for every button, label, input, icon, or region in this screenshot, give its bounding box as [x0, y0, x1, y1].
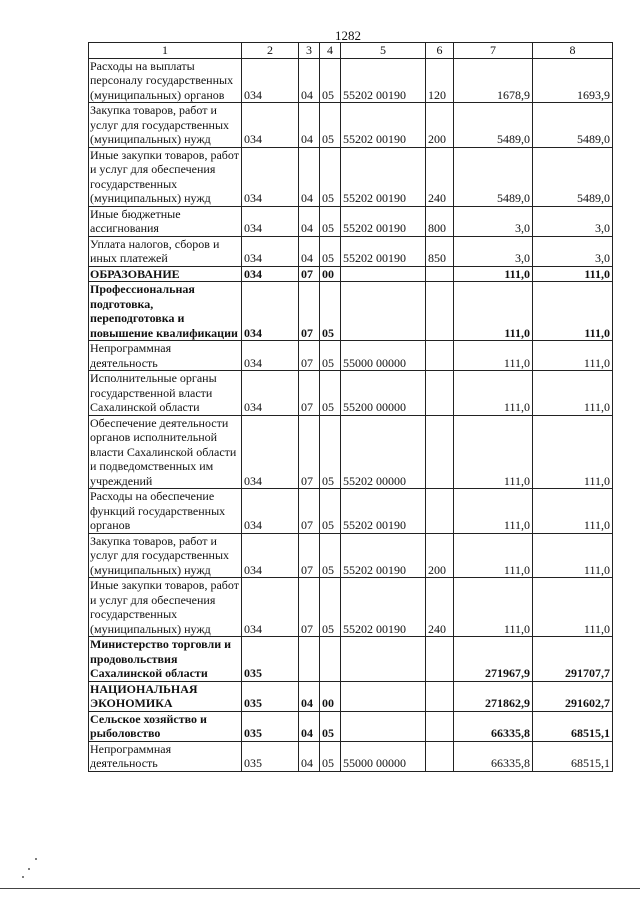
amount-year-2: 291707,7 [533, 637, 613, 682]
amount-year-2: 111,0 [533, 282, 613, 341]
ministry-code: 034 [242, 236, 299, 266]
section-code: 07 [299, 371, 320, 416]
subsection-code: 05 [320, 58, 341, 103]
amount-year-2: 111,0 [533, 415, 613, 489]
expense-type-code: 200 [426, 533, 454, 578]
amount-year-1: 111,0 [454, 371, 533, 416]
ministry-code: 035 [242, 681, 299, 711]
subsection-code: 05 [320, 206, 341, 236]
target-article-code [341, 282, 426, 341]
row-name: Профессиональная подготовка, переподготовка и повышение квалификации [89, 282, 242, 341]
section-code: 04 [299, 711, 320, 741]
target-article-code: 55202 00190 [341, 533, 426, 578]
amount-year-1: 3,0 [454, 236, 533, 266]
expense-type-code: 120 [426, 58, 454, 103]
expense-type-code: 800 [426, 206, 454, 236]
expense-type-code [426, 711, 454, 741]
target-article-code [341, 637, 426, 682]
subsection-code [320, 637, 341, 682]
amount-year-2: 5489,0 [533, 147, 613, 206]
target-article-code [341, 266, 426, 282]
target-article-code: 55202 00190 [341, 578, 426, 637]
amount-year-2: 68515,1 [533, 741, 613, 771]
table-row [89, 266, 613, 282]
ministry-code: 034 [242, 58, 299, 103]
table-row [89, 58, 613, 103]
subsection-code: 05 [320, 341, 341, 371]
table-row [89, 282, 613, 341]
section-code: 07 [299, 266, 320, 282]
ministry-code: 035 [242, 741, 299, 771]
header-cell: 8 [533, 43, 613, 59]
budget-table [88, 42, 613, 772]
subsection-code: 05 [320, 533, 341, 578]
subsection-code: 05 [320, 489, 341, 534]
target-article-code [341, 681, 426, 711]
subsection-code: 05 [320, 711, 341, 741]
ministry-code: 034 [242, 489, 299, 534]
table-row [89, 206, 613, 236]
row-name: Обеспечение деятельности органов исполнительной власти Сахалинской области и подведомственных им учреждений [89, 415, 242, 489]
subsection-code: 05 [320, 578, 341, 637]
subsection-code: 00 [320, 681, 341, 711]
scan-speck [28, 868, 30, 870]
table-row [89, 533, 613, 578]
target-article-code: 55200 00000 [341, 371, 426, 416]
amount-year-1: 111,0 [454, 489, 533, 534]
subsection-code: 05 [320, 147, 341, 206]
target-article-code: 55202 00190 [341, 58, 426, 103]
amount-year-1: 271967,9 [454, 637, 533, 682]
ministry-code: 034 [242, 533, 299, 578]
section-code: 07 [299, 533, 320, 578]
ministry-code: 034 [242, 415, 299, 489]
subsection-code: 05 [320, 371, 341, 416]
section-code [299, 637, 320, 682]
section-code: 04 [299, 681, 320, 711]
row-name: Сельское хозяйство и рыболовство [89, 711, 242, 741]
section-code: 07 [299, 282, 320, 341]
row-name: Расходы на обеспечение функций государственных органов [89, 489, 242, 534]
expense-type-code [426, 415, 454, 489]
header-cell: 5 [341, 43, 426, 59]
table-row [89, 236, 613, 266]
amount-year-1: 111,0 [454, 533, 533, 578]
ministry-code: 035 [242, 637, 299, 682]
subsection-code: 00 [320, 266, 341, 282]
row-name: Иные закупки товаров, работ и услуг для обеспечения государственных (муниципальных) нужд [89, 578, 242, 637]
amount-year-2: 111,0 [533, 266, 613, 282]
expense-type-code [426, 637, 454, 682]
scan-speck [35, 858, 37, 860]
amount-year-2: 111,0 [533, 533, 613, 578]
expense-type-code: 200 [426, 103, 454, 148]
table-row [89, 637, 613, 682]
section-code: 04 [299, 236, 320, 266]
subsection-code: 05 [320, 282, 341, 341]
amount-year-1: 111,0 [454, 578, 533, 637]
header-cell: 6 [426, 43, 454, 59]
ministry-code: 034 [242, 282, 299, 341]
row-name: Иные закупки товаров, работ и услуг для обеспечения государственных (муниципальных) нужд [89, 147, 242, 206]
scan-speck [22, 876, 24, 878]
amount-year-2: 68515,1 [533, 711, 613, 741]
target-article-code [341, 711, 426, 741]
table-row [89, 681, 613, 711]
table-row [89, 415, 613, 489]
amount-year-1: 111,0 [454, 341, 533, 371]
header-cell: 2 [242, 43, 299, 59]
bottom-rule [0, 888, 640, 889]
table-row [89, 578, 613, 637]
ministry-code: 034 [242, 206, 299, 236]
target-article-code: 55202 00190 [341, 147, 426, 206]
row-name: НАЦИОНАЛЬНАЯ ЭКОНОМИКА [89, 681, 242, 711]
row-name: Закупка товаров, работ и услуг для государственных (муниципальных) нужд [89, 103, 242, 148]
ministry-code: 035 [242, 711, 299, 741]
amount-year-1: 111,0 [454, 282, 533, 341]
header-cell: 3 [299, 43, 320, 59]
row-name: Исполнительные органы государственной власти Сахалинской области [89, 371, 242, 416]
expense-type-code [426, 282, 454, 341]
row-name: ОБРАЗОВАНИЕ [89, 266, 242, 282]
section-code: 07 [299, 341, 320, 371]
amount-year-1: 111,0 [454, 415, 533, 489]
amount-year-1: 66335,8 [454, 741, 533, 771]
section-code: 07 [299, 578, 320, 637]
table-row [89, 371, 613, 416]
expense-type-code: 240 [426, 578, 454, 637]
amount-year-2: 1693,9 [533, 58, 613, 103]
subsection-code: 05 [320, 236, 341, 266]
section-code: 04 [299, 147, 320, 206]
amount-year-2: 3,0 [533, 206, 613, 236]
target-article-code: 55202 00190 [341, 236, 426, 266]
row-name: Иные бюджетные ассигнования [89, 206, 242, 236]
target-article-code: 55202 00190 [341, 103, 426, 148]
table-row [89, 741, 613, 771]
amount-year-2: 111,0 [533, 341, 613, 371]
subsection-code: 05 [320, 741, 341, 771]
expense-type-code [426, 371, 454, 416]
subsection-code: 05 [320, 415, 341, 489]
row-name: Уплата налогов, сборов и иных платежей [89, 236, 242, 266]
target-article-code: 55202 00000 [341, 415, 426, 489]
row-name: Закупка товаров, работ и услуг для государственных (муниципальных) нужд [89, 533, 242, 578]
header-cell: 4 [320, 43, 341, 59]
header-cell: 7 [454, 43, 533, 59]
table-row [89, 147, 613, 206]
expense-type-code [426, 266, 454, 282]
target-article-code: 55000 00000 [341, 341, 426, 371]
target-article-code: 55000 00000 [341, 741, 426, 771]
target-article-code: 55202 00190 [341, 206, 426, 236]
target-article-code: 55202 00190 [341, 489, 426, 534]
row-name: Министерство торговли и продовольствия Сахалинской области [89, 637, 242, 682]
amount-year-1: 5489,0 [454, 147, 533, 206]
ministry-code: 034 [242, 371, 299, 416]
amount-year-2: 5489,0 [533, 103, 613, 148]
expense-type-code [426, 489, 454, 534]
amount-year-2: 3,0 [533, 236, 613, 266]
table-row [89, 711, 613, 741]
amount-year-1: 66335,8 [454, 711, 533, 741]
ministry-code: 034 [242, 578, 299, 637]
expense-type-code: 850 [426, 236, 454, 266]
section-code: 04 [299, 103, 320, 148]
table-row [89, 103, 613, 148]
row-name: Расходы на выплаты персоналу государственных (муниципальных) органов [89, 58, 242, 103]
section-code: 04 [299, 58, 320, 103]
amount-year-2: 111,0 [533, 578, 613, 637]
row-name: Непрограммная деятельность [89, 341, 242, 371]
subsection-code: 05 [320, 103, 341, 148]
ministry-code: 034 [242, 341, 299, 371]
amount-year-2: 291602,7 [533, 681, 613, 711]
amount-year-1: 1678,9 [454, 58, 533, 103]
row-name: Непрограммная деятельность [89, 741, 242, 771]
section-code: 04 [299, 741, 320, 771]
table-header-row [89, 43, 613, 59]
ministry-code: 034 [242, 147, 299, 206]
amount-year-2: 111,0 [533, 371, 613, 416]
section-code: 07 [299, 489, 320, 534]
amount-year-1: 111,0 [454, 266, 533, 282]
table-row [89, 489, 613, 534]
ministry-code: 034 [242, 266, 299, 282]
header-cell: 1 [89, 43, 242, 59]
section-code: 07 [299, 415, 320, 489]
section-code: 04 [299, 206, 320, 236]
expense-type-code: 240 [426, 147, 454, 206]
ministry-code: 034 [242, 103, 299, 148]
expense-type-code [426, 681, 454, 711]
amount-year-1: 5489,0 [454, 103, 533, 148]
page-number: 1282 [335, 28, 361, 43]
amount-year-1: 3,0 [454, 206, 533, 236]
amount-year-1: 271862,9 [454, 681, 533, 711]
table-row [89, 341, 613, 371]
expense-type-code [426, 341, 454, 371]
expense-type-code [426, 741, 454, 771]
amount-year-2: 111,0 [533, 489, 613, 534]
